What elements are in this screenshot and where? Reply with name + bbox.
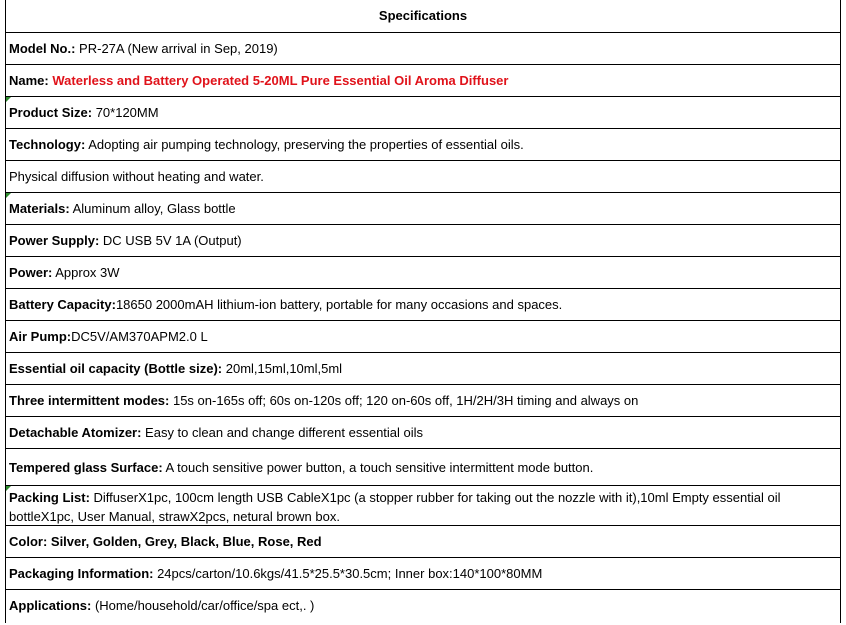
row-oil-capacity <box>6 353 840 385</box>
row-value: Waterless and Battery Operated 5-20ML Pure Essential Oil Aroma Diffuser <box>48 73 509 88</box>
row-label: Power Supply: <box>9 233 100 248</box>
row-label: Packaging Information: <box>9 566 154 581</box>
table-header: Specifications <box>6 0 840 33</box>
row-value: Silver, Golden, Grey, Black, Blue, Rose, Red <box>47 534 322 549</box>
row-value: Aluminum alloy, Glass bottle <box>69 201 236 216</box>
row-value: 18650 2000mAH lithium-ion battery, portable for many occasions and spaces. <box>115 297 563 312</box>
row-value: 20ml,15ml,10ml,5ml <box>222 361 343 376</box>
row-label: Technology: <box>9 137 86 152</box>
row-value: DC5V/AM370APM2.0 L <box>71 329 208 344</box>
cell-marker-icon <box>6 97 11 102</box>
row-color <box>6 526 840 558</box>
row-value: Easy to clean and change different essential oils <box>141 425 424 440</box>
row-label: Essential oil capacity (Bottle size): <box>9 361 223 376</box>
row-value: DC USB 5V 1A (Output) <box>99 233 242 248</box>
row-label: Three intermittent modes: <box>9 393 170 408</box>
row-power <box>6 257 840 289</box>
row-value: 70*120MM <box>92 105 159 120</box>
row-packaging-info <box>6 558 840 590</box>
row-label: Materials: <box>9 201 70 216</box>
row-value: Physical diffusion without heating and water. <box>9 169 264 184</box>
row-label: Applications: <box>9 598 92 613</box>
row-model-no <box>6 33 840 65</box>
row-battery-capacity <box>6 289 840 321</box>
row-power-supply <box>6 225 840 257</box>
row-value: 24pcs/carton/10.6kgs/41.5*25.5*30.5cm; Inner box:140*100*80MM <box>153 566 543 581</box>
row-value: Approx 3W <box>52 265 120 280</box>
row-air-pump <box>6 321 840 353</box>
row-label: Power: <box>9 265 53 280</box>
row-label: Tempered glass Surface: <box>9 460 163 475</box>
row-value: Adopting air pumping technology, preserving the properties of essential oils. <box>85 137 524 152</box>
row-value: 15s on-165s off; 60s on-120s off; 120 on-60s off, 1H/2H/3H timing and always on <box>169 393 639 408</box>
row-label: Product Size: <box>9 105 93 120</box>
row-name <box>6 65 840 97</box>
row-label: Detachable Atomizer: <box>9 425 142 440</box>
cell-marker-icon <box>6 193 11 198</box>
row-value: (Home/household/car/office/spa ect,. ) <box>91 598 315 613</box>
row-label: Color: <box>9 534 48 549</box>
row-technology <box>6 129 840 161</box>
row-label: Packing List: <box>9 490 90 505</box>
row-label: Name: <box>9 73 49 88</box>
row-packing-list <box>6 486 840 526</box>
row-materials <box>6 193 840 225</box>
spec-table <box>5 0 841 623</box>
row-value: A touch sensitive power button, a touch sensitive intermittent mode button. <box>162 460 594 475</box>
row-detachable-atomizer <box>6 417 840 449</box>
row-value: PR-27A (New arrival in Sep, 2019) <box>75 41 278 56</box>
row-label: Air Pump: <box>9 329 72 344</box>
row-label: Model No.: <box>9 41 76 56</box>
cell-marker-icon <box>6 486 11 491</box>
row-tempered-glass <box>6 449 840 486</box>
row-product-size <box>6 97 840 129</box>
row-physical-diffusion <box>6 161 840 193</box>
row-value: DiffuserX1pc, 100cm length USB CableX1pc (a stopper rubber for taking out the nozzle with it),10ml Empty essential oil bottleX1pc, User Manual, strawX2pcs, netural brown box. <box>9 490 781 524</box>
row-intermittent-modes <box>6 385 840 417</box>
row-label: Battery Capacity: <box>9 297 116 312</box>
row-applications <box>6 590 840 623</box>
